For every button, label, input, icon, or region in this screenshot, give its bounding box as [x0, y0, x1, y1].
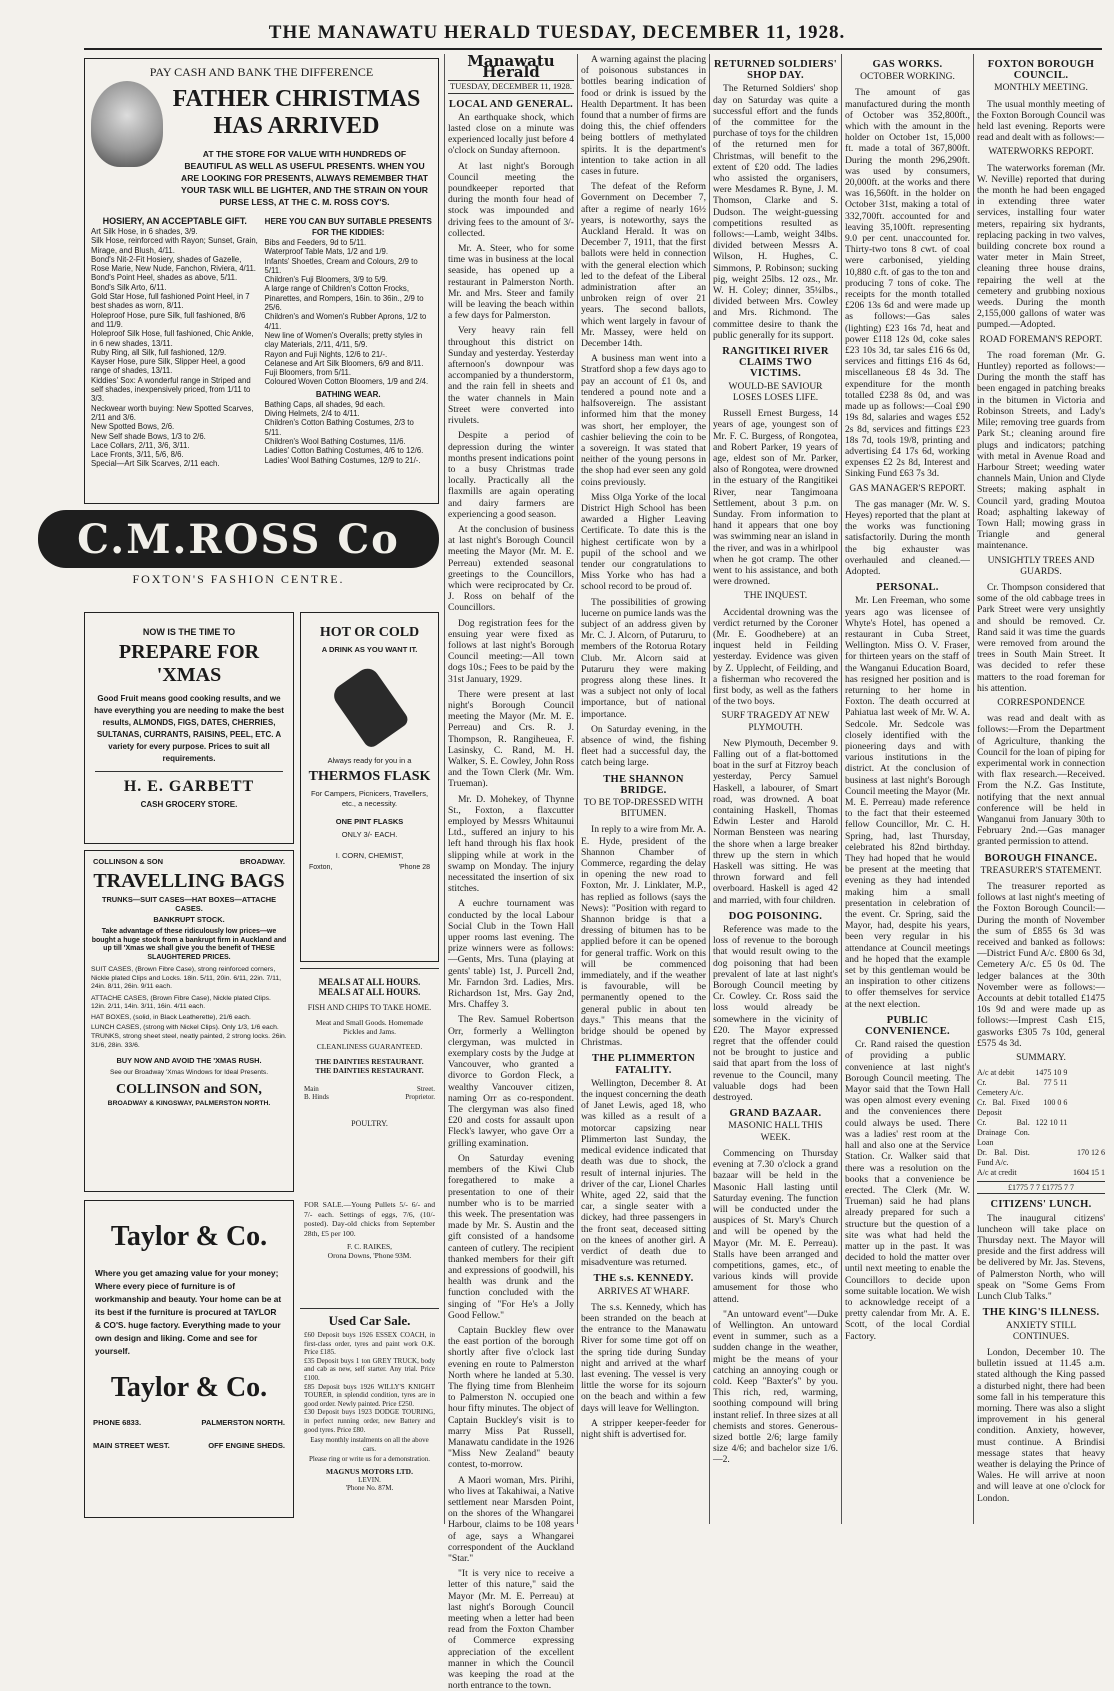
column-rule — [444, 54, 445, 1524]
news-paragraph: There were present at last night's Borough Council meeting the Mayor (Mr. M. E. Perreau) and Crs. R. J. Thompson, R. Rangiheuea, F. Lasinsky, C. Rand, M. H. Walker, S. E. Cowley, John Ross and the Town Clerk (Mr. Wm. Trueman). — [448, 688, 574, 790]
taylor-town: PALMERSTON NORTH. — [201, 1418, 285, 1427]
summary-total: £1775 7 7 £1775 7 7 — [977, 1181, 1105, 1194]
plimmerton-heading: THE PLIMMERTON FATALITY. — [591, 1053, 696, 1076]
waterworks-text: The waterworks foreman (Mr. W. Neville) reported that during the month he had been engaged in extending three water services, installing four water meters, repairing six hydrants, replacing packing in two valves, building concrete box round a water meter in Main Street, cleaning three house drains, repairing the well at the cemetery and grubbing noxious weeds. During the month 2,155,000 gallons of water was pumped.—Adopted. — [977, 162, 1105, 331]
news-paragraph: Captain Buckley flew over the east portion of the borough shortly after five o'clock last evening en route to Palmerston North where he landed at 5.30. The flying time from Blenheim to Palmerston N. occupied one hour fifty minutes. The object of Captain Buckley's visit is to marry Miss Pat Russell, Manawatu candidate in the 1926 "Miss New Zealand" beauty contest, to-morrow. — [448, 1324, 574, 1471]
usedcar-item: £35 Deposit buys 1 ton GREY TRUCK, body and cab as new, self starter. Any trial. Price £100. — [304, 1356, 435, 1382]
summary-cell: 1604 15 1 — [1072, 1168, 1105, 1178]
surf-text: New Plymouth, December 9. Falling out of a flat-bottomed boat in the surf at Fitzroy beach yesterday, Percy Samuel Haskell, a labourer, of Smart road, was drowned. A boat containing Haskell, Thomas Edwin Lester and Harold Norman Bensteen was nearing the shore when a large breaker threw up the stern in which Haskell was sitting. He was thrown forward and fell overboard. Haskell is aged 42 and married, with four children. — [713, 737, 838, 906]
bathing-item: Children's Cotton Bathing Costumes, 2/3 to 5/11. — [264, 418, 414, 437]
taylor-street-row — [93, 1441, 285, 1450]
hosiery-items — [91, 227, 259, 469]
taylor-sheds: OFF ENGINE SHEDS. — [208, 1441, 285, 1450]
kennedy-sub: ARRIVES AT WHARF. — [597, 1286, 690, 1297]
hosiery-item: Holeproof Silk Hose, full fashioned, Chic Ankle, in 6 new shades, 13/11. — [91, 329, 254, 348]
summary-cell — [1030, 1168, 1068, 1178]
local-general-paragraphs — [448, 112, 574, 1691]
dog-text: Reference was made to the loss of revenue to the borough that would result owing to the dog poisoning that had been prevalent of late at last night's Borough Council meeting by Cr. Cowley. Cr. Ross said the loss would already be somewhere in the vicinity of £20. The Mayor expressed regret that the offender could not be brought to justice and said that apart from the loss of revenue to the Council, many valuable dogs had been destroyed. — [713, 924, 838, 1104]
collinson-top-right: BROADWAY. — [239, 857, 285, 866]
news-paragraph: On Saturday evening, in the absence of wind, the fishing fleet had a successful day, the catch being large. — [581, 723, 706, 769]
local-general-heading: LOCAL AND GENERAL. — [448, 98, 574, 110]
dainties-address — [304, 1085, 435, 1093]
usedcar-ring: Please ring or write us for a demonstration. — [309, 1455, 430, 1464]
news-paragraph: "It is very nice to receive a letter of this nature," said the Mayor (Mr. M. E. Perreau) at last night's Borough Council meeting when a letter had been read from the Foxton Chamber of Commerce expressing appreciation of the excellent manner in which the Council was keeping the road at the north entrance to the town. — [448, 1568, 574, 1691]
column-rule — [973, 54, 974, 1524]
usedcar-town: LEVIN. — [358, 1475, 381, 1484]
kiddies-item: Rayon and Fuji Nights, 12/6 to 21/-. — [264, 349, 388, 359]
shannon-sub: TO BE TOP-DRESSED WITH BITUMEN. — [583, 798, 704, 820]
nameplate: Manawatu Herald — [467, 52, 555, 82]
waterworks-heading: WATERWORKS REPORT. — [988, 147, 1094, 158]
thermos-chemist: I. CORN, CHEMIST, — [335, 851, 404, 860]
public-convenience-heading: PUBLIC CONVENIENCE. — [865, 1014, 950, 1038]
kiddies-item: Children's and Women's Rubber Aprons, 1/2 to 4/11. — [264, 312, 427, 331]
poultry-addr: Orona Downs, 'Phone 93M. — [327, 1251, 412, 1261]
summary-table — [977, 1068, 1105, 1178]
news-paragraph: On Saturday evening members of the Kiwi Club foregathered to make a presentation to one of their number who is to be married this week. The presentation was made by Mr. S. Austin and the gift consisted of a handsome canteen of cutlery. The recipient thanked members for their gift and expressions of goodwill, his health was drunk and the function concluded with the singing of "For He's a Jolly Good Fellow." — [448, 1152, 574, 1321]
summary-cell: Cr. Bal. Cemetery A/c. — [977, 1078, 1030, 1098]
ad-body: AT THE STORE FOR VALUE WITH HUNDREDS OF BEAUTIFUL AS WELL AS USEFUL PRESENTS. WHEN YOU ARE LOOKING FOR PRESENTS, ALWAYS REMEMBER THAT YOUR TASK WILL BE LIGHTER, AND THE STRAIN ON YOUR PURSE LESS, AT THE C. M. ROSS COY'S. — [181, 149, 429, 207]
rsa-text: The Returned Soldiers' shop day on Saturday was quite a successful effort and the funds of the committee for the purchase of toys for the children of the returned men for Christmas, will benefit to the extent of £20 odd. The ladies who assisted the organisers, were Mesdames R. Byne, J. M. Thomson, Clarke and S. Dudson. The weight-guessing competitions resulted as follows:—Lamb, weight 34lbs. divided between Messrs A. Wilson, H. Hughes, C. Simmons, P. Robinson; sucking pig, weight 25lbs. 12 ozs., Mr. W. H. Coley; dinner, 35¼lbs., divided between Mrs. Cowley and Mrs. Richmond. The committee desire to thank the public generally for its support. — [713, 83, 838, 341]
collinson-addr: BROADWAY & KINGSWAY, PALMERSTON NORTH. — [107, 1100, 271, 1108]
ad-banner: PAY CASH AND BANK THE DIFFERENCE — [149, 65, 374, 79]
poultry-title: POULTRY. — [351, 1119, 388, 1128]
garbett-divider — [95, 771, 283, 772]
ross-logo — [38, 510, 439, 568]
summary-cell — [1067, 1118, 1105, 1148]
finance-sub: TREASURER'S STATEMENT. — [980, 865, 1102, 876]
summary-cell: 77 5 11 — [1043, 1078, 1068, 1088]
thermos-h1: HOT OR COLD — [319, 625, 420, 640]
citizens-lunch-heading: CITIZENS' LUNCH. — [990, 1199, 1092, 1211]
taylor-ad — [84, 1200, 294, 1518]
news-paragraph: A Maori woman, Mrs. Pirihi, who lives at Takahiwai, a Native settlement near Marsden Point, on the shores of the Whangarei Harbour, claims to be 108 years of age, says a Whangarei correspondent of the Auckland "Star." — [448, 1474, 574, 1564]
summary-cell — [1030, 1148, 1068, 1168]
garbett-name: H. E. GARBETT — [123, 778, 255, 795]
dainties-h2: MEALS AT ALL HOURS. — [318, 987, 421, 997]
ad-columns — [85, 212, 438, 473]
usedcar-item: £85 Deposit buys 1926 WILLY'S KNIGHT TOURER, in splendid condition, tyres are in good order. Newly painted. Price £250. — [304, 1382, 435, 1408]
bathing-title: BATHING WEAR. — [315, 389, 381, 399]
rangitikei-text: Russell Ernest Burgess, 14 years of age, youngest son of Mr. F. C. Burgess, of Rongotea, and Robert Parker, 19 years of age, eldest son of Mr. Parker, also of Rongotea, were drowned in the estuary of the Rangitikei River, near Tangimoana Settlement, about 3 p.m. on Sunday. From information to hand it appears that one boy was swimming near an island in the river, and was in a whirlpool when he got cramp. The other went to his assistance, and both were drowned. — [713, 408, 838, 588]
thermos-town: Foxton, — [309, 864, 333, 871]
thermos-ad — [300, 612, 439, 962]
santa-image — [91, 81, 163, 167]
hosiery-item: Neckwear worth buying: New Spotted Scarves, 2/11 and 3/6. — [91, 403, 254, 422]
news-paragraph: A business man went into a Stratford shop a few days ago to pay an account of £1 0s, and tendered a pound note and a halfsovereign. The assistant informed him that the money was short, her employer, the cashier believing the coin to be a sovereign. It was stated that neither of the young persons in the shop had ever seen any gold coins previously. — [581, 353, 706, 488]
collinson-bankrupt: BANKRUPT STOCK. — [153, 915, 225, 924]
summary-cell: Dr. Bal. Dist. Fund A/c. — [977, 1148, 1030, 1168]
taylor-name-2: Taylor & Co. — [110, 1372, 268, 1403]
thermos-one: ONE PINT FLASKS — [335, 817, 404, 826]
flask-image — [329, 664, 410, 750]
collinson-buy: BUY NOW AND AVOID THE 'XMAS RUSH. — [116, 1056, 262, 1066]
inquest-text: Accidental drowning was the verdict returned by the Coroner (Mr. E. Goodhebere) at an inquest held in Feilding yesterday. Evidence was given by Z. Upplecht, of Feilding, and a fisherman who recovered the first body, as well as the fathers of the two boys. — [713, 606, 838, 708]
dainties-block — [300, 968, 439, 1197]
news-paragraph: An earthquake shock, which lasted close on a minute was experienced locally just before 4 o'clock on Sunday afternoon. — [448, 111, 574, 157]
usedcar-item: £30 Deposit buys 1923 DODGE TOURING, in perfect running order, new Battery and good tyres. Price £80. — [304, 1408, 435, 1434]
dainties-street: Street. — [416, 1085, 435, 1093]
kings-illness-sub: ANXIETY STILL CONTINUES. — [1005, 1320, 1077, 1342]
council-sub: MONTHLY MEETING. — [994, 83, 1088, 94]
hosiery-item: Art Silk Hose, in 6 shades, 3/9. — [91, 227, 198, 236]
collinson-trunks-item: TRUNKS, strong sheet steel, neatly painted, 2 strong locks. 26in. 31/6, 28in. 33/6. — [91, 1033, 287, 1049]
news-paragraph: Dog registration fees for the ensuing year were fixed as follows at last night's Borough Council meeting:—All town dogs 10s.; Fees to be paid by the 31st January, 1929. — [448, 617, 574, 685]
collinson-ad — [84, 850, 294, 1192]
ad-headline-2: HAS ARRIVED — [213, 113, 380, 139]
thermos-phone: 'Phone 28 — [398, 864, 430, 871]
column-six — [845, 54, 970, 1524]
hosiery-item: Holeproof Hose, pure Silk, full fashioned, 8/6 and 11/9. — [91, 310, 246, 329]
bathing-item: Bathing Caps, all shades, 9d each. — [264, 399, 385, 409]
finance-text: The treasurer reported as follows at last night's meeting of the Foxton Borough Council:—During the month of November the sum of £855 6s 3d was received and banked as follows:—District Fund A/c. £800 6s 3d, Cemetery A/c. £5 0s 0d. The ledger balances at the 30th November were as follows:—Accounts at debit totalled £1475 10s 9d and were made up as follows:—Imprest Cash £15, gasworks £305 7s 10d, general £575 4s 3d. — [977, 881, 1105, 1049]
usedcar-items — [304, 1331, 435, 1434]
usedcar-phone: 'Phone No. 87M. — [345, 1483, 394, 1492]
thermos-footer — [309, 864, 430, 871]
stripper-text: A stripper keeper-feeder for night shift is advertised for. — [581, 1417, 706, 1440]
shannon-heading: THE SHANNON BRIDGE. — [603, 773, 684, 796]
road-foreman-text: The road foreman (Mr. G. Huntley) reported as follows:—During the month the staff has been engaged in patching breaks in the bitumen in Victoria and Robinson Streets, and Lady's Mile; removing tree guards from Park St.; cleaning around fire plugs and indicators; patching with metal in Avenue Road and Harbour Street; weeding water channels Main, Union and Clyde Streets; making asphalt in Council yard, grading Moutoa Road; asphalting lakeway of Town Hall; mowing grass in Triangle and general maintenance. — [977, 349, 1105, 552]
kiddies-item: New line of Women's Overalls; pretty styles in clay Materials, 2/11, 4/11, 5/9. — [264, 330, 423, 350]
poultry-block — [300, 1200, 439, 1304]
news-paragraph: The Rev. Samuel Robertson Orr, formerly a Wellington clergyman, was mulcted in exemplary costs by the Judge at Vancouver, who granted a divorce to Gordon Fleck, a wealthy Vancouver citizen, naming Orr as co-respondent. The clergyman was also fined £20 and costs for assault upon Fleck's lawyer, who gave Orr a grilling examination. — [448, 1014, 574, 1149]
thermos-flask: THERMOS FLASK — [308, 769, 431, 784]
poultry-body: FOR SALE.—Young Pullets 5/- 6/- and 7/- each. Settings of eggs, 7/6, (10/- posted). Day-old chicks from September 28th, £5 per 100. — [304, 1200, 435, 1238]
news-paragraph: Very heavy rain fell throughout this district on Sunday and yesterday. Yesterday afternoon's downpour was accompanied by a thunderstorm, and the rain fell in sheets and the water channels in Main Street were converted into rivulets. — [448, 325, 574, 427]
shannon-text: In reply to a wire from Mr. A. E. Hyde, president of the Shannon Chamber of Commerce, regarding the delay in opening the new road to Foxton, Mr. J. Linklater, M.P., has replied as follows (says the News): "Position with regard to Shannon bridge is that a dressing of bitumen has to be applied before it can be opened for general traffic. Work on this will be commenced immediately, and if the weather is favourable, will be permanently opened to the general public in about ten days." This means that the bridge should be opened by Christmas. — [581, 824, 706, 1049]
correspondence-text: was read and dealt with as follows:—From the Department of Agriculture, thanking the Council for the loan of piping for experimental work in connection with flax research.—Received. From the N.Z. Gas Institute, notifying that the next annual conference will be held in Wanganui from January 30th to February 2nd.—Gas manager granted permission to attend. — [977, 713, 1105, 848]
masthead: THE MANAWATU HERALD TUESDAY, DECEMBER 11, 1928. — [268, 22, 846, 43]
rsa-heading: RETURNED SOLDIERS' SHOP DAY. — [714, 59, 837, 82]
kiddies-item: Fuji Bloomers, from 5/11. — [264, 368, 352, 378]
hosiery-item: Lace Collars, 2/11, 3/6, 3/11. — [91, 440, 190, 450]
usedcar-title: Used Car Sale. — [328, 1313, 411, 1328]
gas-manager-text: The gas manager (Mr. W. S. Heyes) reported that the plant at the works was functioning satisfactorily. During the month the big exhauster was overhauled and cleaned.—Adopted. — [845, 498, 970, 577]
dainties-r2: THE DAINTIES RESTAURANT. — [315, 1066, 424, 1075]
collinson-suit: SUIT CASES, (Brown Fibre Case), strong reinforced corners, Nickle plated Clips and Locks. 18in. 5/11, 20in. 6/11, 22in. 7/11, 24in. 8/11, 26in. 9/11 each. — [91, 966, 282, 991]
column-four-paragraphs — [581, 54, 706, 769]
dainties-owner: B. Hinds — [304, 1093, 329, 1101]
personal-heading: PERSONAL. — [876, 582, 939, 594]
hosiery-item: Bond's Point Heel, shades as above, 5/11. — [91, 273, 238, 283]
dainties-h1: MEALS AT ALL HOURS. — [318, 977, 421, 987]
thermos-ready: Always ready for you in a — [327, 756, 412, 765]
kiddies-item: Children's Fuji Bloomers, 3/9 to 5/9. — [264, 275, 388, 285]
hosiery-item: Bond's Silk Arto, 6/11. — [91, 282, 167, 292]
rangitikei-sub: WOULD-BE SAVIOUR LOSES LOSES LIFE. — [728, 381, 823, 403]
kiddies-item: Celanese and Art Silk Bloomers, 6/9 and 8/11. — [264, 358, 424, 368]
usedcar-firm: MAGNUS MOTORS LTD. — [326, 1466, 413, 1476]
kiddies-item: Bibs and Feeders, 9d to 5/11. — [264, 238, 367, 247]
kiddies-list — [265, 216, 433, 469]
inquest-heading: THE INQUEST. — [743, 591, 808, 602]
dainties-main: Main — [304, 1085, 319, 1093]
road-foreman-heading: ROAD FOREMAN'S REPORT. — [979, 334, 1103, 345]
usedcar-easy: Easy monthly instalments on all the above cars. — [310, 1436, 429, 1453]
bathing-item: Ladies' Cotton Bathing Costumes, 4/6 to 12/6. — [264, 446, 424, 456]
hosiery-item: Kiddies' Sox: A wonderful range in Striped and self shades, inexpensively priced, from 1/11 to 3/3. — [91, 375, 251, 404]
bathing-item: Children's Wool Bathing Costumes, 11/6. — [264, 436, 406, 446]
gas-sub: OCTOBER WORKING. — [860, 72, 955, 83]
hosiery-item: Kayser Hose, pure Silk, Slipper Heel, a good range of shades, 13/11. — [91, 357, 246, 376]
kiddies-item: Infants' Shoetles, Cream and Colours, 2/9 to 5/11. — [264, 256, 418, 275]
summary-row — [977, 1098, 1105, 1118]
summary-cell: Cr. Bal. Drainage Con. Loan — [977, 1118, 1030, 1148]
news-paragraph: Miss Olga Yorke of the local District High School has been awarded a Higher Leaving Certificate. To date this is the highest certificate won by a pupil of the school and we tender our congratulations to Miss Yorke who has had a school record to be proud of. — [581, 491, 706, 593]
summary-cell: A/c at debit — [977, 1068, 1015, 1078]
ross-logo-text: C.M.ROSS Co — [77, 515, 400, 563]
hosiery-item: Gold Star Hose, full fashioned Point Heel, in 7 best shades as worn, 8/11. — [91, 292, 250, 311]
kennedy-text: The s.s. Kennedy, which has been stranded on the beach at the entrance to the Manawatu River for some time got off on the spring tide during Sunday night and arrived at the wharf last evening. The vessel is very little the worse for its sojourn on the beach and within a few days will leave for Wellington. — [581, 1301, 706, 1414]
collinson-trunks: TRUNKS—SUIT CASES—HAT BOXES—ATTACHE CASES. — [101, 895, 277, 913]
hosiery-item: Ruby Ring, all Silk, full fashioned, 12/9. — [91, 347, 227, 357]
summary-row — [977, 1148, 1105, 1168]
trees-text: Cr. Thompson considered that some of the old cabbage trees in Park Street were very unsightly and should be removed. Cr. Rand said it was time the guards were removed from around the trees in South Main Street. It was decided to refer these matters to the road foreman for his attention. — [977, 581, 1105, 694]
column-five — [713, 54, 838, 1524]
summary-row — [977, 1168, 1105, 1178]
taylor-phone-row — [93, 1418, 285, 1427]
dainties-clean: CLEANLINESS GUARANTEED. — [316, 1042, 423, 1051]
hosiery-item: New Self shade Bows, 1/3 to 2/6. — [91, 431, 206, 441]
gas-text: The amount of gas manufactured during the month of October was 352,800ft., which with the amount in the holder on October 1st, 15,000 ft. made a total of 367,800ft. During the month 296,290ft. was used by consumers, 20,000ft. at the works and there was 16,560ft. in the holder on October 31st, making a total of 332,700ft. accounted for and leaving 35,100ft. representing 9.0 per cent. unaccounted for. Thirty-two tons 8 cwt. of coal were carbonised, yielding 10,880 c.ft. of gas to the ton and producing 7 tons of coke. The receipts for the month totalled £206 13s 6d and were made up as follows:—Gas sales (lighting) £23 16s 7d, heat and power £118 12s 0d, coke sales £23 10s 3d, tar sales £16 6s 0d, services and fittings £16 4s 6d, miscellaneous £8 4s 3d. The expenditure for the month totalled £238 8s 0d, and was made up as follows:—Coal £90 19s 8d, salaries and wages £52 2s 8d, services and fittings £23 18s 7d, tools 19/8, printing and advertising £4 17s 6d, working expenses £2 2s 8d, Interest and Sinking Fund £63 7s 3d. — [845, 87, 970, 480]
thermos-for: For Campers, Picnicers, Travellers, etc., a necessity. — [310, 789, 429, 808]
summary-cell: 1475 10 9 — [1035, 1068, 1068, 1078]
summary-cell: 170 12 6 — [1076, 1148, 1105, 1158]
column-four — [581, 54, 706, 1524]
dainties-fish: FISH AND CHIPS TO TAKE HOME. — [307, 1003, 432, 1012]
summary-cell — [1067, 1078, 1105, 1098]
summary-cell: Cr. Bal. Fixed Deposit — [977, 1098, 1030, 1118]
collinson-hat: HAT BOXES, (solid, in Black Leatherette), 21/6 each. — [91, 1014, 251, 1022]
news-paragraph: Despite a period of depression during the winter months present indications point to a busy Christmas trade locally. Practically all the flaxmills are again operating and dairy farmers are experiencing a good season. — [448, 430, 574, 520]
finance-heading: BOROUGH FINANCE. — [984, 852, 1098, 864]
trees-heading: UNSIGHTLY TREES AND GUARDS. — [987, 555, 1095, 577]
bathing-items — [265, 400, 433, 465]
thermos-h2: A DRINK AS YOU WANT IT. — [321, 645, 418, 654]
plimmerton-text: Wellington, December 8. At the inquest concerning the death of Janet Lewis, aged 18, who was killed as a result of a motorcar capsizing near Plimmerton last Sunday, the medical evidence indicated that death was due to shock, the result of internal injuries. The driver of the car, Lionel Charles White, aged 22, said that the car, a single seater with a dickey, had three passengers in the front seat, deceased sitting on the knees of another girl. A verdict of death due to misadventure was returned. — [581, 1077, 706, 1269]
father-christmas-ad — [84, 58, 439, 504]
collinson-intro: Take advantage of these ridiculously low prices—we bought a huge stock from a bankrupt firm in Auckland and up till 'Xmas we shall give you the benefit of THESE SLAUGHTERED PRICES. — [91, 928, 287, 961]
council-intro: The usual monthly meeting of the Foxton Borough Council was held last evening. Reports were read and dealt with as follows:— — [977, 98, 1105, 144]
summary-cell: 100 0 6 — [1043, 1098, 1068, 1108]
ross-logo-block — [38, 510, 439, 590]
bathing-item: Ladies' Wool Bathing Costumes, 12/9 to 21/-. — [264, 455, 421, 465]
collinson-name: COLLINSON and SON, — [116, 1082, 262, 1098]
dainties-meat: Meat and Small Goods. Homemade Pickles and Jams. — [315, 1018, 424, 1036]
collinson-see: See our Broadway 'Xmas Windows for Ideal Presents. — [109, 1069, 269, 1077]
garbett-body: Good Fruit means good cooking results, and we have everything you are needing to make the best results, ALMONDS, FIGS, DATES, CHERRIES, SULTANAS, CURRANTS, RAISINS, PEEL, ETC. A variety for every purpose. Prices to suit all requirements. — [94, 694, 284, 763]
issue-date: TUESDAY, DECEMBER 11, 1928. — [448, 80, 574, 93]
summary-cell: 122 10 11 — [1035, 1118, 1068, 1128]
council-heading: FOXTON BOROUGH COUNCIL. — [987, 59, 1095, 82]
taylor-phone: PHONE 6833. — [93, 1418, 142, 1427]
summary-heading: SUMMARY. — [1016, 1053, 1066, 1064]
dainties-prop: Proprietor. — [405, 1093, 435, 1101]
poultry-name: F. C. RAIKES, — [346, 1242, 393, 1252]
dog-heading: DOG POISONING. — [728, 910, 823, 922]
column-rule — [709, 54, 710, 1524]
collinson-attache: ATTACHE CASES, (Brown Fibre Case), Nickle plated Clips. 12in. 2/11, 14in. 3/11, 16in. 4/11 each. — [91, 994, 271, 1010]
news-paragraph: Mr. A. Steer, who for some time was in business at the local seaside, has opened up a restaurant in Palmerston North. Mr. and Mrs. Steer and family will be leaving the beach within a few days for Palmerston. — [448, 243, 574, 322]
kiddies-items — [265, 238, 433, 387]
masthead-rule — [84, 48, 1102, 50]
garbett-top: NOW IS THE TIME TO — [142, 627, 236, 637]
garbett-ad — [84, 612, 294, 844]
news-paragraph: At last night's Borough Council meeting the poundkeeper reported that during the month four head of stock was impounded and driving fees to the amount of 3/- collected. — [448, 160, 574, 239]
kiddies-item: Waterproof Table Mats, 1/2 and 1/9. — [264, 247, 389, 257]
bathing-item: Diving Helmets, 2/4 to 4/11. — [264, 409, 360, 419]
kings-illness-heading: THE KING'S ILLNESS. — [982, 1307, 1100, 1319]
news-paragraph: The defeat of the Reform Government on December 7, after a regime of nearly 16½ years, is noteworthy, says the Auckland Herald. It was on December 7, 1911, that the first ballots were held in connection with the general election which led to the defeat of the Liberal administration after an unbroken reign of over 21 years. The second ballots, which went largely in favour of Mr. Massey, were held on December 14th. — [581, 181, 706, 350]
hosiery-item: Bond's Nit-2-Fit Hosiery, shades of Gazelle, Rose Marie, New Nude, Fanchon, Riviera, 4/11. — [91, 254, 256, 274]
kiddies-title: HERE YOU CAN BUY SUITABLE PRESENTS FOR THE KIDDIES: — [264, 217, 432, 237]
taylor-body: Where you get amazing value for your money; Where every piece of furniture is of workmanship and beauty. Your home can be at its best if the furniture is procured at TAYLOR & CO'S. huge factory. Everything made to your own design and liking. Come and see for yourself. — [95, 1268, 282, 1356]
untoward-text: "An untoward event"—Duke of Wellington. An untoward event in summer, such as a sudden change in the weather, might be the means of your catching an annoying cough or cold. Keep "Baxter's" by you. This rich, red, warming, soothing compound will bring instant relief. In three sizes at all chemists and stores. Generous-sized bottle 2/6; large family size 4/6; and bachelor size 1/6.—2. — [713, 1308, 838, 1466]
ross-tagline: FOXTON'S FASHION CENTRE. — [132, 572, 345, 586]
news-paragraph: The possibilities of growing lucerne on pumice lands was the subject of an address given by Mr. C. J. Alcorn, of Putaruru, to members of the Rotorua Rotary Club. Mr. Alcorn said at Putaruru they were making progress along these lines. It was a subject not only of local importance, but of national importance. — [581, 596, 706, 720]
dainties-owner-row — [304, 1093, 435, 1101]
kiddies-item: Coloured Woven Cotton Bloomers, 1/9 and 2/4. — [264, 377, 429, 387]
summary-cell: A/c at credit — [977, 1168, 1017, 1178]
kiddies-item: A large range of Children's Cotton Frocks, Pinarettes, and Rompers, 16in. to 36in., 2/9 to 25/6. — [264, 284, 424, 313]
personal-text: Mr. Len Freeman, who some years ago was licensee of Whyte's Hotel, has opened a restaurant in Cuba Street, Wellington. Miss O. V. Fraser, for thirteen years on the staff of the Wanganui Education Board, has resigned her position and is returning to her home in Foxton. The death occurred at Pahiatua last week of Mr. W. A. Sedcole. Mr. Sedcole was closely identified with the pioneering days and with various institutions in the district. At the conclusion of business at last night's Borough Council meeting the Mayor (Mr. M. E. Perreau) made reference to the fact that their esteemed fellow Councillor, Mr. C. H. Spring, had, last Thursday, celebrated his 82nd birthday. They had hoped that he would be present at the meeting that evening as they had intended making him a small presentation in celebration of the event. Cr. Spring, said the Mayor, had, despite his years, been very regular in his attendance at Council meetings and he hoped that the example set by this gentleman would be an inspiration to other citizens to offer themselves for service at the next election. — [845, 595, 970, 1010]
hosiery-item: New Spotted Bows, 2/6. — [91, 422, 175, 432]
ad-headline-1: FATHER CHRISTMAS — [172, 86, 421, 112]
correspondence-heading: CORRESPONDENCE — [997, 697, 1085, 708]
news-paragraph: A warning against the placing of poisonous substances in bottles bearing indication of food or drink is issued by the Health Department. It has been found that a number of firms are doing this, the chief offenders being bottlers of methylated spirits. It is the department's intention to take action in all cases in future. — [581, 54, 706, 178]
collinson-lunch: LUNCH CASES, (strong with Nickel Clips). Only 1/3, 1/6 each. — [91, 1023, 279, 1031]
kennedy-heading: THE s.s. KENNEDY. — [593, 1273, 694, 1285]
column-seven — [977, 54, 1105, 1524]
dainties-r1: THE DAINTIES RESTAURANT. — [315, 1057, 424, 1066]
summary-cell — [1067, 1068, 1105, 1078]
hosiery-item: Special—Art Silk Scarves, 2/11 each. — [91, 459, 220, 469]
public-convenience-text: Cr. Rand raised the question of providing a public convenience at last night's Borough Council meeting. The Mayor said that the Town Hall was open almost every evening and the conveniences there could always be used. There was a ladies' rest room at the hall and also one at the Service Station. Cr. Walker said that there was a resolution on the books that a convenience be erected. The Clerk (Mr. W. Trueman) said he had plans already prepared for such a structure but the question of a site was what had held the matter up in the past. It was decided to hold the matter over until next meeting to enable the Councillors to decide upon some suitable location. We wish to acknowledge receipt of a pretty calendar from Mr. A. E. Scott, of the local Cordial Factory. — [845, 1039, 970, 1342]
hosiery-list — [91, 216, 259, 469]
collinson-headline: TRAVELLING BAGS — [93, 870, 285, 892]
column-rule — [841, 54, 842, 1524]
hosiery-item: Silk Hose, reinforced with Rayon; Sunset, Grain, Mirage, and Blush, 4/11. — [91, 236, 258, 255]
summary-row — [977, 1068, 1105, 1078]
collinson-top — [93, 857, 285, 866]
taylor-name-1: Taylor & Co. — [110, 1221, 268, 1252]
usedcar-item: £60 Deposit buys 1926 ESSEX COACH, in first-class order, tyres and paint work O.K. Price £185. — [304, 1331, 435, 1357]
garbett-headline: PREPARE FOR 'XMAS — [118, 641, 260, 686]
news-paragraph: A euchre tournament was conducted by the local Labour Social Club in the Town Hall upper rooms last evening. The prize winners were as follows:—Gents, Mrs. Tuna (playing at gents' table) 1st, J. Purcell 2nd, Mr. Farndon 3rd. Ladies, Mrs. Richardson 1st, Mrs. Gay 2nd, Mrs. Chaffey 3. — [448, 898, 574, 1011]
news-paragraph: At the conclusion of business at last night's Borough Council meeting the Mayor (Mr. M. E. Perreau) extended seasonal greetings to the Councillors, which were reciprocated by Cr. J. Ross on behalf of the Councillors. — [448, 523, 574, 614]
garbett-store: CASH GROCERY STORE. — [140, 800, 238, 809]
bazaar-sub: MASONIC HALL THIS WEEK. — [728, 1121, 823, 1143]
summary-row — [977, 1078, 1105, 1098]
usedcar-ad — [300, 1308, 439, 1523]
column-rule — [577, 54, 578, 1524]
news-paragraph: Mr. D. Mohekey, of Thynne St., Foxton, a flaxcutter employed by Messrs Whitaunui Ltd., suffered an injury to his left hand through his flax hook slipping while at work in the swamp on Monday. The injury necessitated the insertion of six stitches. — [448, 793, 574, 895]
rangitikei-heading: RANGITIKEI RIVER CLAIMS TWO VICTIMS. — [722, 346, 829, 380]
thermos-price: ONLY 3/- EACH. — [341, 830, 398, 839]
gas-heading: GAS WORKS. — [872, 59, 943, 70]
hosiery-item: Lace Fronts, 3/11, 5/6, 8/6. — [91, 450, 184, 460]
bazaar-heading: GRAND BAZAAR. — [729, 1108, 822, 1120]
summary-row — [977, 1118, 1105, 1148]
column-local-general — [448, 52, 574, 1691]
surf-heading: SURF TRAGEDY AT NEW PLYMOUTH. — [721, 711, 830, 733]
hosiery-title: HOSIERY, AN ACCEPTABLE GIFT. — [102, 216, 247, 226]
summary-cell — [1067, 1098, 1105, 1118]
taylor-street: MAIN STREET WEST. — [93, 1441, 170, 1450]
gas-manager-heading: GAS MANAGER'S REPORT. — [849, 483, 966, 494]
collinson-top-left: COLLINSON & SON — [93, 857, 164, 866]
kings-illness-text: London, December 10. The bulletin issued at 11.45 a.m. stated although the King passed a disturbed night, there had been some fall in his temperature this morning. There was also a slight improvement in his general condition. Anxiety, however, must continue. A Brindisi message states that heavy weather is delaying the Prince of Wales. He will arrive at noon and will leave at one o'clock for London. — [977, 1346, 1105, 1504]
citizens-lunch-text: The inaugural citizens' luncheon will take place on Thursday next. The Mayor will preside and the first address will be delivered by Mr. Jas. Stevens, of Palmerston North, who will speak on "Some Gems From Lunch Club Talks." — [977, 1212, 1105, 1303]
bazaar-text: Commencing on Thursday evening at 7.30 o'clock a grand bazaar will be held in the Masonic Hall lasting until Saturday evening. The function will be conducted under the auspices of St. Mary's Church and will be opened by the Mayor (Mr. M. E. Perreau). Stalls have been arranged and competitions, games, etc., of various kinds will provide amusement for those who attend. — [713, 1147, 838, 1305]
